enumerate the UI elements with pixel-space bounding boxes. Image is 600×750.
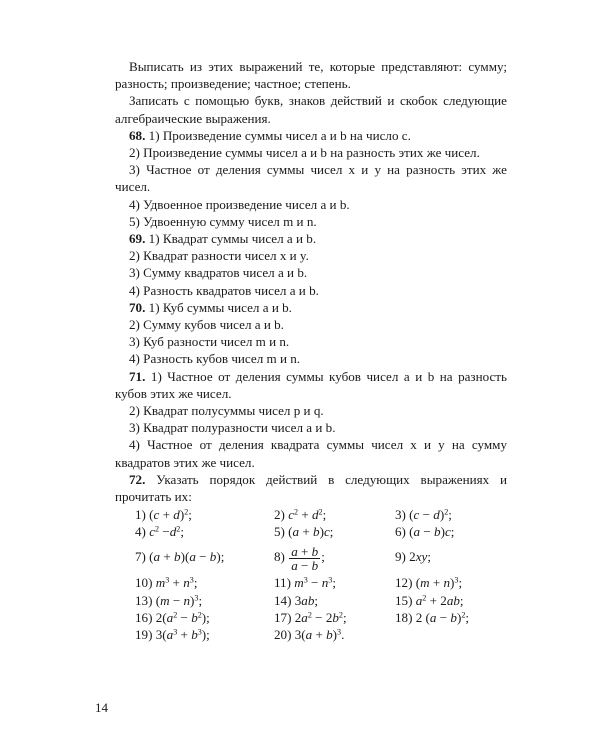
exercise-71-item-1: 71. 1) Частное от деления суммы кубов чисел a и b на разность кубов этих же чисел.: [115, 368, 507, 401]
exercise-68-item-2: 2) Произведение суммы чисел a и b на разность этих же чисел.: [129, 145, 480, 161]
expression-6: 6) (a − b)c;: [395, 524, 455, 540]
exercise-69-item-4: 4) Разность квадратов чисел a и b.: [129, 282, 319, 298]
page-number: 14: [95, 700, 108, 715]
expression-9: 9) 2xy;: [395, 549, 431, 565]
expression-10: 10) $m^3 + n^3$;: [135, 575, 198, 591]
exercise-number: 68.: [129, 127, 146, 143]
exercise-69-item-3: 3) Сумму квадратов чисел a и b.: [129, 265, 308, 281]
expression-2: 2) $c^2 + d^2$;: [274, 507, 327, 522]
expression-8: 8) $\frac{a + b}{a - b}$ ;: [274, 543, 325, 573]
expression-row: [115, 574, 507, 591]
expression-7: 7) (a + b)(a − b);: [135, 549, 225, 565]
exercise-68-item-3: 3) Частное от деления суммы чисел x и y на разность этих же чисел.: [115, 162, 507, 195]
exercise-69-item-2: 2) Квадрат разности чисел x и y.: [129, 248, 309, 264]
expression-16: 16) $2(a^2 - b^2)$;: [135, 609, 210, 625]
expression-12: 12) $(m + n)^3$;: [395, 575, 463, 591]
main-text: [115, 58, 507, 505]
exercise-number: 70.: [129, 299, 146, 315]
exercise-68-item-1: 68. 1) Произведение суммы чисел a и b на число c.: [129, 127, 411, 143]
expression-row: [115, 523, 507, 540]
intro-paragraph-2: Записать с помощью букв, знаков действий и скобок следующие алгебраические выражения.: [115, 93, 507, 126]
expression-11: 11) $m^3 - n^3$;: [274, 575, 336, 591]
exercise-number: 72.: [129, 471, 146, 487]
exercise-number: 71.: [129, 368, 146, 384]
expression-3: 3) $(c - d)^2$;: [395, 507, 452, 522]
expression-row: [115, 626, 507, 643]
expression-15: 15) $a^2 + 2ab$;: [395, 592, 464, 608]
exercise-number: 69.: [129, 231, 146, 247]
exercise-70-item-2: 2) Сумму кубов чисел a и b.: [129, 317, 284, 333]
expression-row: [115, 506, 507, 523]
expression-17: 17) $2a^2 - 2b^2$;: [274, 609, 347, 625]
expression-row: [115, 609, 507, 626]
intro-paragraph-1: Выписать из этих выражений те, которые представляют: сумму; разность; произведение; частное; степень.: [115, 59, 507, 92]
expression-row: [115, 592, 507, 609]
exercise-71-item-4: 4) Частное от деления квадрата суммы чисел x и y на сумму квадратов этих же чисел.: [115, 437, 507, 470]
expression-1: 1) $(c + d)^2$;: [135, 507, 192, 522]
exercise-70-item-1: 70. 1) Куб суммы чисел a и b.: [129, 299, 292, 315]
expression-4: 4) $c^2 -d^2$;: [135, 524, 184, 540]
exercise-72-text: 72. Указать порядок действий в следующих выражениях и прочитать их:: [115, 471, 507, 505]
exercise-70-item-4: 4) Разность кубов чисел m и n.: [129, 351, 301, 367]
expression-19: 19) $3(a^3 + b^3)$;: [135, 626, 210, 642]
exercise-71-item-3: 3) Квадрат полуразности чисел a и b.: [129, 420, 336, 436]
expression-grid: [115, 506, 507, 643]
exercise-69-item-1: 69. 1) Квадрат суммы чисел a и b.: [129, 231, 317, 247]
expression-20: 20) $3(a + b)^3$.: [274, 626, 345, 642]
expression-14: 14) 3ab;: [274, 592, 319, 608]
fraction: $\frac{a + b}{a - b}$: [291, 543, 319, 573]
exercise-71-item-2: 2) Квадрат полусуммы чисел p и q.: [129, 403, 324, 419]
expression-18: 18) 2 $(a - b)^2$;: [395, 609, 470, 625]
expression-row: [115, 540, 507, 574]
exercise-68-item-5: 5) Удвоенную сумму чисел m и n.: [129, 213, 317, 229]
exercise-68-item-4: 4) Удвоенное произведение чисел a и b.: [129, 196, 350, 212]
exercise-70-item-3: 3) Куб разности чисел m и n.: [129, 334, 290, 350]
expression-5: 5) (a + b)c;: [274, 524, 334, 540]
expression-13: 13) $(m - n)^3$;: [135, 592, 203, 608]
